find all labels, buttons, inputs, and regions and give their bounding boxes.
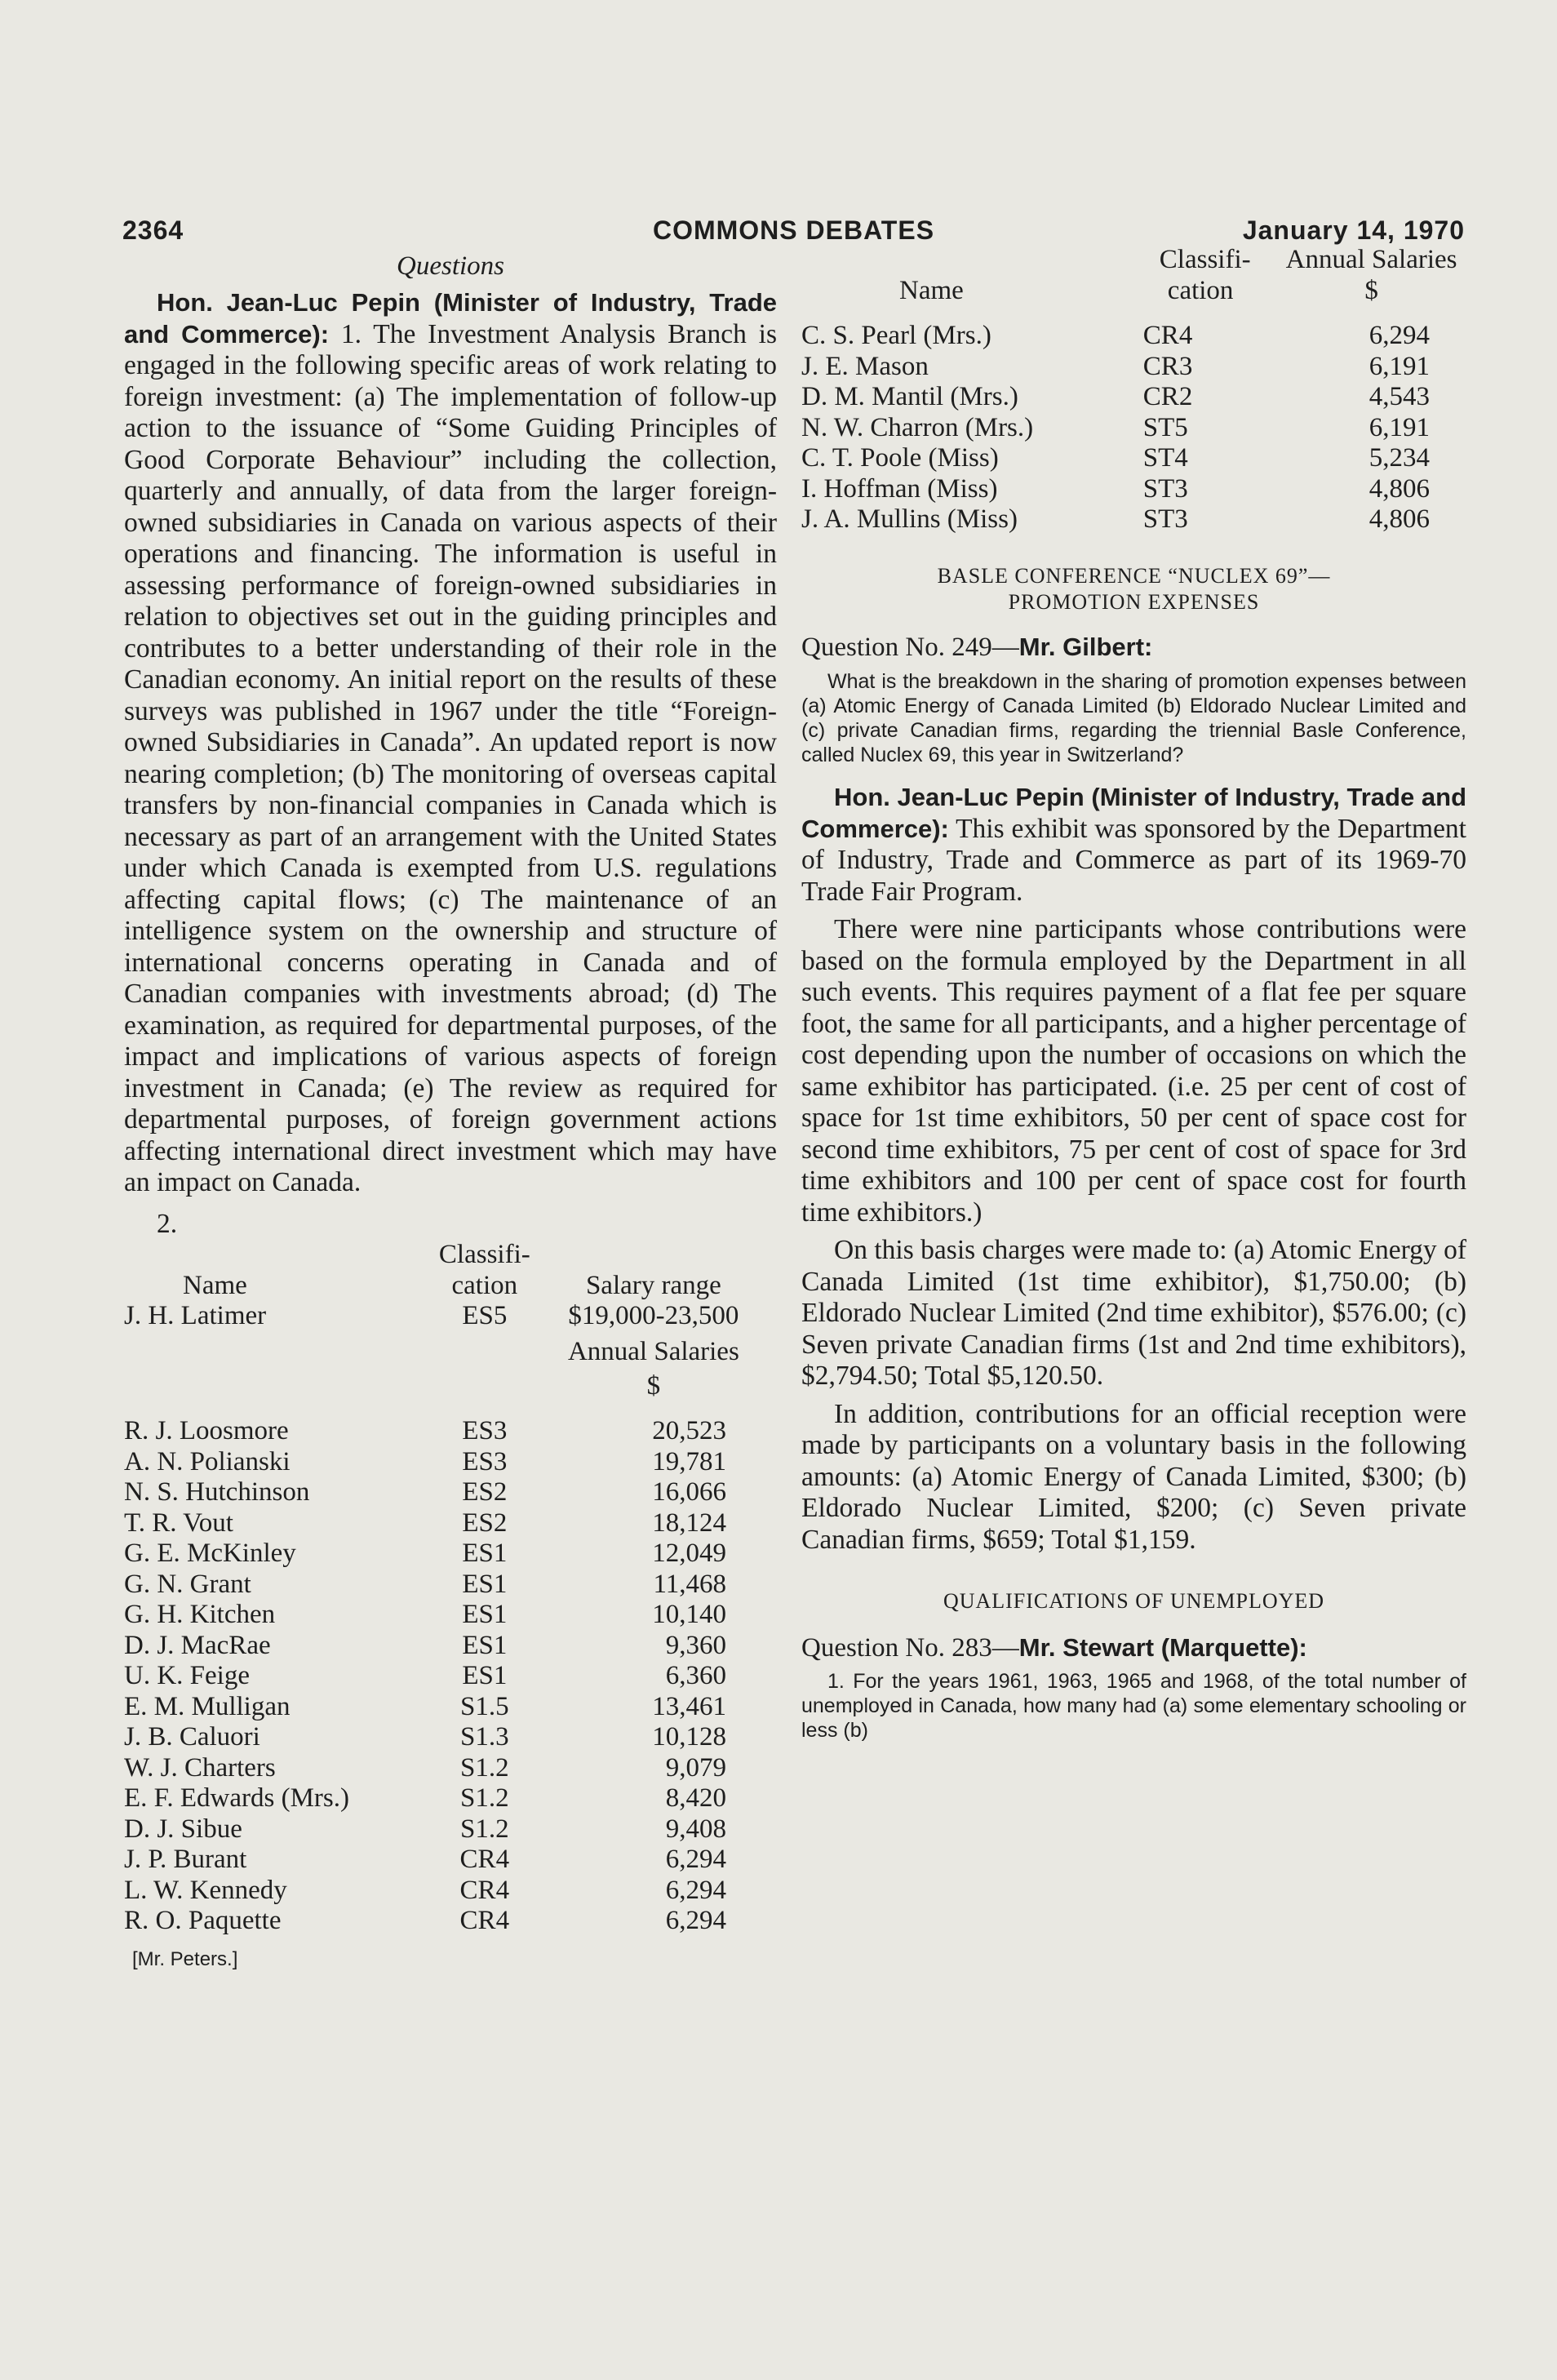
cell-class: ES3	[462, 1416, 508, 1445]
cell-class: ST4	[1142, 443, 1188, 473]
publication-title: COMMONS DEBATES	[652, 215, 935, 245]
cell-class: ES5	[462, 1301, 508, 1330]
cell-value: 6,191	[1368, 351, 1430, 381]
cell-value: 11,468	[653, 1569, 726, 1599]
cell-name: J. H. Latimer	[124, 1301, 267, 1330]
cell-class: S1.2	[460, 1752, 509, 1783]
col-head-dollar: $	[646, 1370, 661, 1401]
cell-name: R. O. Paquette	[124, 1906, 282, 1935]
cell-value: 6,294	[665, 1906, 726, 1935]
answer-text: 1. The Investment Analysis Branch is engaged in the following specific areas of work relating to foreign investment: (a) The implementation of follow-up action to the issuance of “Some Guiding Principles of Good Corporate Behaviour” including the collection, quarterly and annually, of data from the larger foreign-owned subsidiaries in Canada on various aspects of their operations and financing. The information is useful in assessing performance of foreign-owned subsidiaries in relation to objectives set out in the guiding principles and contributes to a better understanding of their role in the Canadian economy. An initial report on the results of these surveys was published in 1967 under the title “Foreign-owned Subsidiaries in Canada”. An updated report is now nearing completion; (b) The monitoring of overseas capital transfers by non-financial companies in Canada which is necessary as part of an arrangement with the United States under which Canada is exempted from U.S. regulations affecting capital flows; (c) The maintenance of an intelligence system on the ownership and structure of international concerns operating in Canada and of Canadian companies with investments abroad; (d) The examination, as required for departmental purposes, of the impact and implications of various aspects of foreign investment in Canada; (e) The review as required for departmental purposes, of foreign government actions affecting international direct investment which may have an impact on Canada.	[124, 318, 777, 1197]
speaker-name: Hon. Jean-Luc Pepin (Minister of Industry, Trade and Commerce):	[801, 783, 1466, 843]
table-row	[124, 1631, 777, 1662]
table-row	[124, 1508, 777, 1539]
cell-class: CR4	[459, 1845, 510, 1874]
section-heading: Questions	[397, 251, 504, 281]
issue-date: January 14, 1970	[1242, 215, 1465, 245]
cell-class: ES2	[462, 1507, 508, 1538]
question-member: Mr. Stewart (Marquette):	[1018, 1633, 1307, 1662]
question-249-text: What is the breakdown in the sharing of promotion expenses between (a) Atomic Energy of Canada Limited (b) Eldorado Nuclear Limited and (c) private Canadian firms, regarding the triennial Basle Conference, called Nuclex 69, this year in Switzerland?	[801, 670, 1466, 766]
cell-name: L. W. Kennedy	[124, 1875, 287, 1905]
cell-name: J. P. Burant	[124, 1845, 247, 1874]
cell-name: I. Hoffman (Miss)	[801, 473, 998, 504]
cell-value: 20,523	[652, 1416, 726, 1445]
cell-value: 9,079	[665, 1752, 726, 1783]
heading-unemployed: QUALIFICATIONS OF UNEMPLOYED	[943, 1589, 1325, 1613]
cell-name: E. F. Edwards (Mrs.)	[124, 1783, 349, 1813]
cell-name: D. J. Sibue	[124, 1814, 242, 1844]
cell-name: G. N. Grant	[124, 1569, 251, 1599]
cell-value: 10,128	[652, 1722, 726, 1752]
cell-name: C. S. Pearl (Mrs.)	[801, 321, 991, 350]
cell-class: ES1	[462, 1661, 508, 1690]
cell-name: W. J. Charters	[124, 1752, 276, 1783]
cell-name: C. T. Poole (Miss)	[801, 443, 999, 473]
cell-class: ES3	[462, 1446, 508, 1476]
cell-class: CR2	[1142, 382, 1193, 411]
cell-name: J. A. Mullins (Miss)	[801, 504, 1018, 534]
answer-paragraph-3: On this basis charges were made to: (a) Atomic Energy of Canada Limited (1st time exhibitor), $1,750.00; (b) Eldorado Nuclear Limited (2nd time exhibitor), $576.00; (c) Seven private Canadian firms (1st and 2nd time exhibitors), $2,794.50; Total $5,120.50.	[801, 1235, 1466, 1391]
answer-paragraph-1	[801, 782, 1466, 908]
table-row	[124, 1570, 777, 1601]
question-283-line	[801, 1632, 1466, 1664]
table-row	[124, 1692, 777, 1723]
cell-name: G. E. McKinley	[124, 1539, 296, 1568]
heading-basle-line-2: PROMOTION EXPENSES	[1008, 589, 1260, 614]
question-249-line	[801, 632, 1466, 664]
cell-value: 9,360	[665, 1630, 726, 1660]
table-row	[124, 1876, 777, 1907]
cell-value: 5,234	[1368, 443, 1430, 473]
cell-class: ES1	[462, 1569, 508, 1599]
speaker-name: Hon. Jean-Luc Pepin (Minister of Industry, Trade and Commerce):	[124, 288, 777, 349]
table-row	[124, 1539, 777, 1570]
salary-table-left	[124, 1240, 777, 1937]
table-row	[124, 1783, 777, 1814]
cell-name: E. M. Mulligan	[124, 1691, 291, 1721]
cell-value: 4,806	[1368, 504, 1430, 534]
col-head-annual: Annual Salaries	[1285, 245, 1457, 274]
salary-table-right	[801, 245, 1466, 535]
table-row	[124, 1416, 777, 1447]
cell-value: 8,420	[665, 1783, 726, 1813]
cell-value: 4,543	[1368, 382, 1430, 411]
cell-value: 16,066	[652, 1477, 726, 1507]
cell-value: 6,294	[1368, 321, 1430, 350]
cell-value: 9,408	[665, 1814, 726, 1844]
cell-value: 6,294	[665, 1875, 726, 1905]
cell-class: ST3	[1142, 473, 1188, 504]
cell-value: 13,461	[652, 1691, 726, 1721]
cell-value: 18,124	[652, 1507, 726, 1538]
question-label: Question No. 249—	[801, 632, 1019, 662]
col-head-dollar: $	[1364, 275, 1378, 305]
cell-value: 12,049	[652, 1539, 726, 1568]
table-row	[124, 1845, 777, 1876]
item-number: 2.	[157, 1208, 178, 1239]
cell-name: N. W. Charron (Mrs.)	[801, 412, 1034, 442]
answer-paragraph-1	[124, 287, 777, 1199]
table-row	[801, 474, 1466, 505]
table-row	[124, 1722, 777, 1753]
cell-name: R. J. Loosmore	[124, 1416, 289, 1445]
cell-name: T. R. Vout	[124, 1507, 233, 1538]
table-row	[124, 1447, 777, 1478]
cell-value: 10,140	[652, 1600, 726, 1629]
table-row	[801, 352, 1466, 383]
table-head-row	[801, 276, 1466, 322]
cell-class: CR3	[1142, 351, 1193, 381]
table-row	[124, 1814, 777, 1845]
heading-basle-line-1: BASLE CONFERENCE “NUCLEX 69”—	[937, 563, 1331, 588]
cell-name: D. J. MacRae	[124, 1630, 271, 1660]
cell-value: 4,806	[1368, 473, 1430, 504]
table-row	[124, 1906, 777, 1937]
table-head-row	[124, 1371, 777, 1417]
page-number: 2364	[122, 215, 184, 245]
cell-name: G. H. Kitchen	[124, 1600, 276, 1629]
cell-value: 6,360	[665, 1661, 726, 1690]
right-table-body	[801, 321, 1466, 535]
table-head-row	[124, 1332, 777, 1371]
cell-class: S1.2	[460, 1783, 509, 1813]
cell-value: 6,191	[1368, 412, 1430, 442]
cell-value: $19,000-23,500	[568, 1301, 739, 1330]
table-head-row	[801, 245, 1466, 276]
cell-class: ST3	[1142, 504, 1188, 534]
cell-class: ST5	[1142, 412, 1188, 442]
answer-paragraph-4: In addition, contributions for an official reception were made by participants on a voluntary basis in the following amounts: (a) Atomic Energy of Canada Limited, $300; (b) Eldorado Nuclear Limited, $200; (c) Seven private Canadian firms, $659; Total $1,159.	[801, 1398, 1466, 1555]
cell-name: J. B. Caluori	[124, 1722, 260, 1752]
cell-class: CR4	[1142, 321, 1193, 350]
col-head-range: Salary range	[585, 1270, 721, 1300]
col-head-annual: Annual Salaries	[567, 1336, 739, 1366]
table-row	[124, 1477, 777, 1508]
cell-class: CR4	[459, 1906, 510, 1935]
cell-class: S1.3	[460, 1722, 509, 1752]
table-row	[124, 1661, 777, 1692]
cell-class: ES1	[462, 1600, 508, 1629]
question-label: Question No. 283—	[801, 1633, 1019, 1663]
question-member: Mr. Gilbert:	[1018, 632, 1153, 661]
cell-class: S1.2	[460, 1814, 509, 1844]
table-head-row	[124, 1271, 777, 1302]
speaker-credit: [Mr. Peters.]	[132, 1947, 238, 1970]
col-head-classif: Classifi-	[1159, 245, 1251, 274]
col-head-name: Name	[183, 1270, 247, 1300]
cell-name: U. K. Feige	[124, 1661, 250, 1690]
cell-class: S1.5	[460, 1691, 509, 1721]
col-head-name: Name	[899, 275, 964, 305]
table-row	[801, 504, 1466, 535]
cell-name: A. N. Polianski	[124, 1446, 291, 1476]
table-row	[801, 321, 1466, 352]
question-283-text: 1. For the years 1961, 1963, 1965 and 1968, of the total number of unemployed in Canada, how many had (a) some elementary schooling or less (b)	[801, 1669, 1466, 1742]
table-head-row	[124, 1240, 777, 1271]
cell-name: N. S. Hutchinson	[124, 1477, 310, 1507]
right-column	[801, 245, 1466, 1743]
cell-value: 19,781	[652, 1446, 726, 1476]
left-table-body	[124, 1416, 777, 1937]
cell-class: ES2	[462, 1477, 508, 1507]
col-head-cation: cation	[451, 1270, 518, 1300]
cell-class: ES1	[462, 1630, 508, 1660]
table-row	[124, 1600, 777, 1631]
left-column	[124, 245, 777, 1971]
table-row	[801, 382, 1466, 413]
table-row	[801, 443, 1466, 474]
answer-text: This exhibit was sponsored by the Department of Industry, Trade and Commerce as part of its 1969-70 Trade Fair Program.	[801, 813, 1466, 907]
cell-value: 6,294	[665, 1845, 726, 1874]
cell-name: D. M. Mantil (Mrs.)	[801, 382, 1018, 411]
cell-name: J. E. Mason	[801, 351, 929, 381]
col-head-classif: Classifi-	[438, 1240, 530, 1269]
answer-paragraph-2: There were nine participants whose contributions were based on the formula employed by the Department in all such events. This requires payment of a flat fee per square foot, the same for all participants, and a higher percentage of cost depending upon the number of occasions on which the same exhibitor has participated. (i.e. 25 per cent of cost of space for 1st time exhibitors, 50 per cent of space cost for second time exhibitors, 75 per cent of cost of space for 3rd time exhibitors and 100 per cent of space cost for fourth time exhibitors.)	[801, 914, 1466, 1228]
table-row	[124, 1753, 777, 1784]
cell-class: ES1	[462, 1539, 508, 1568]
col-head-cation: cation	[1167, 275, 1234, 305]
cell-class: CR4	[459, 1875, 510, 1905]
table-row	[124, 1301, 777, 1332]
table-row	[801, 413, 1466, 444]
